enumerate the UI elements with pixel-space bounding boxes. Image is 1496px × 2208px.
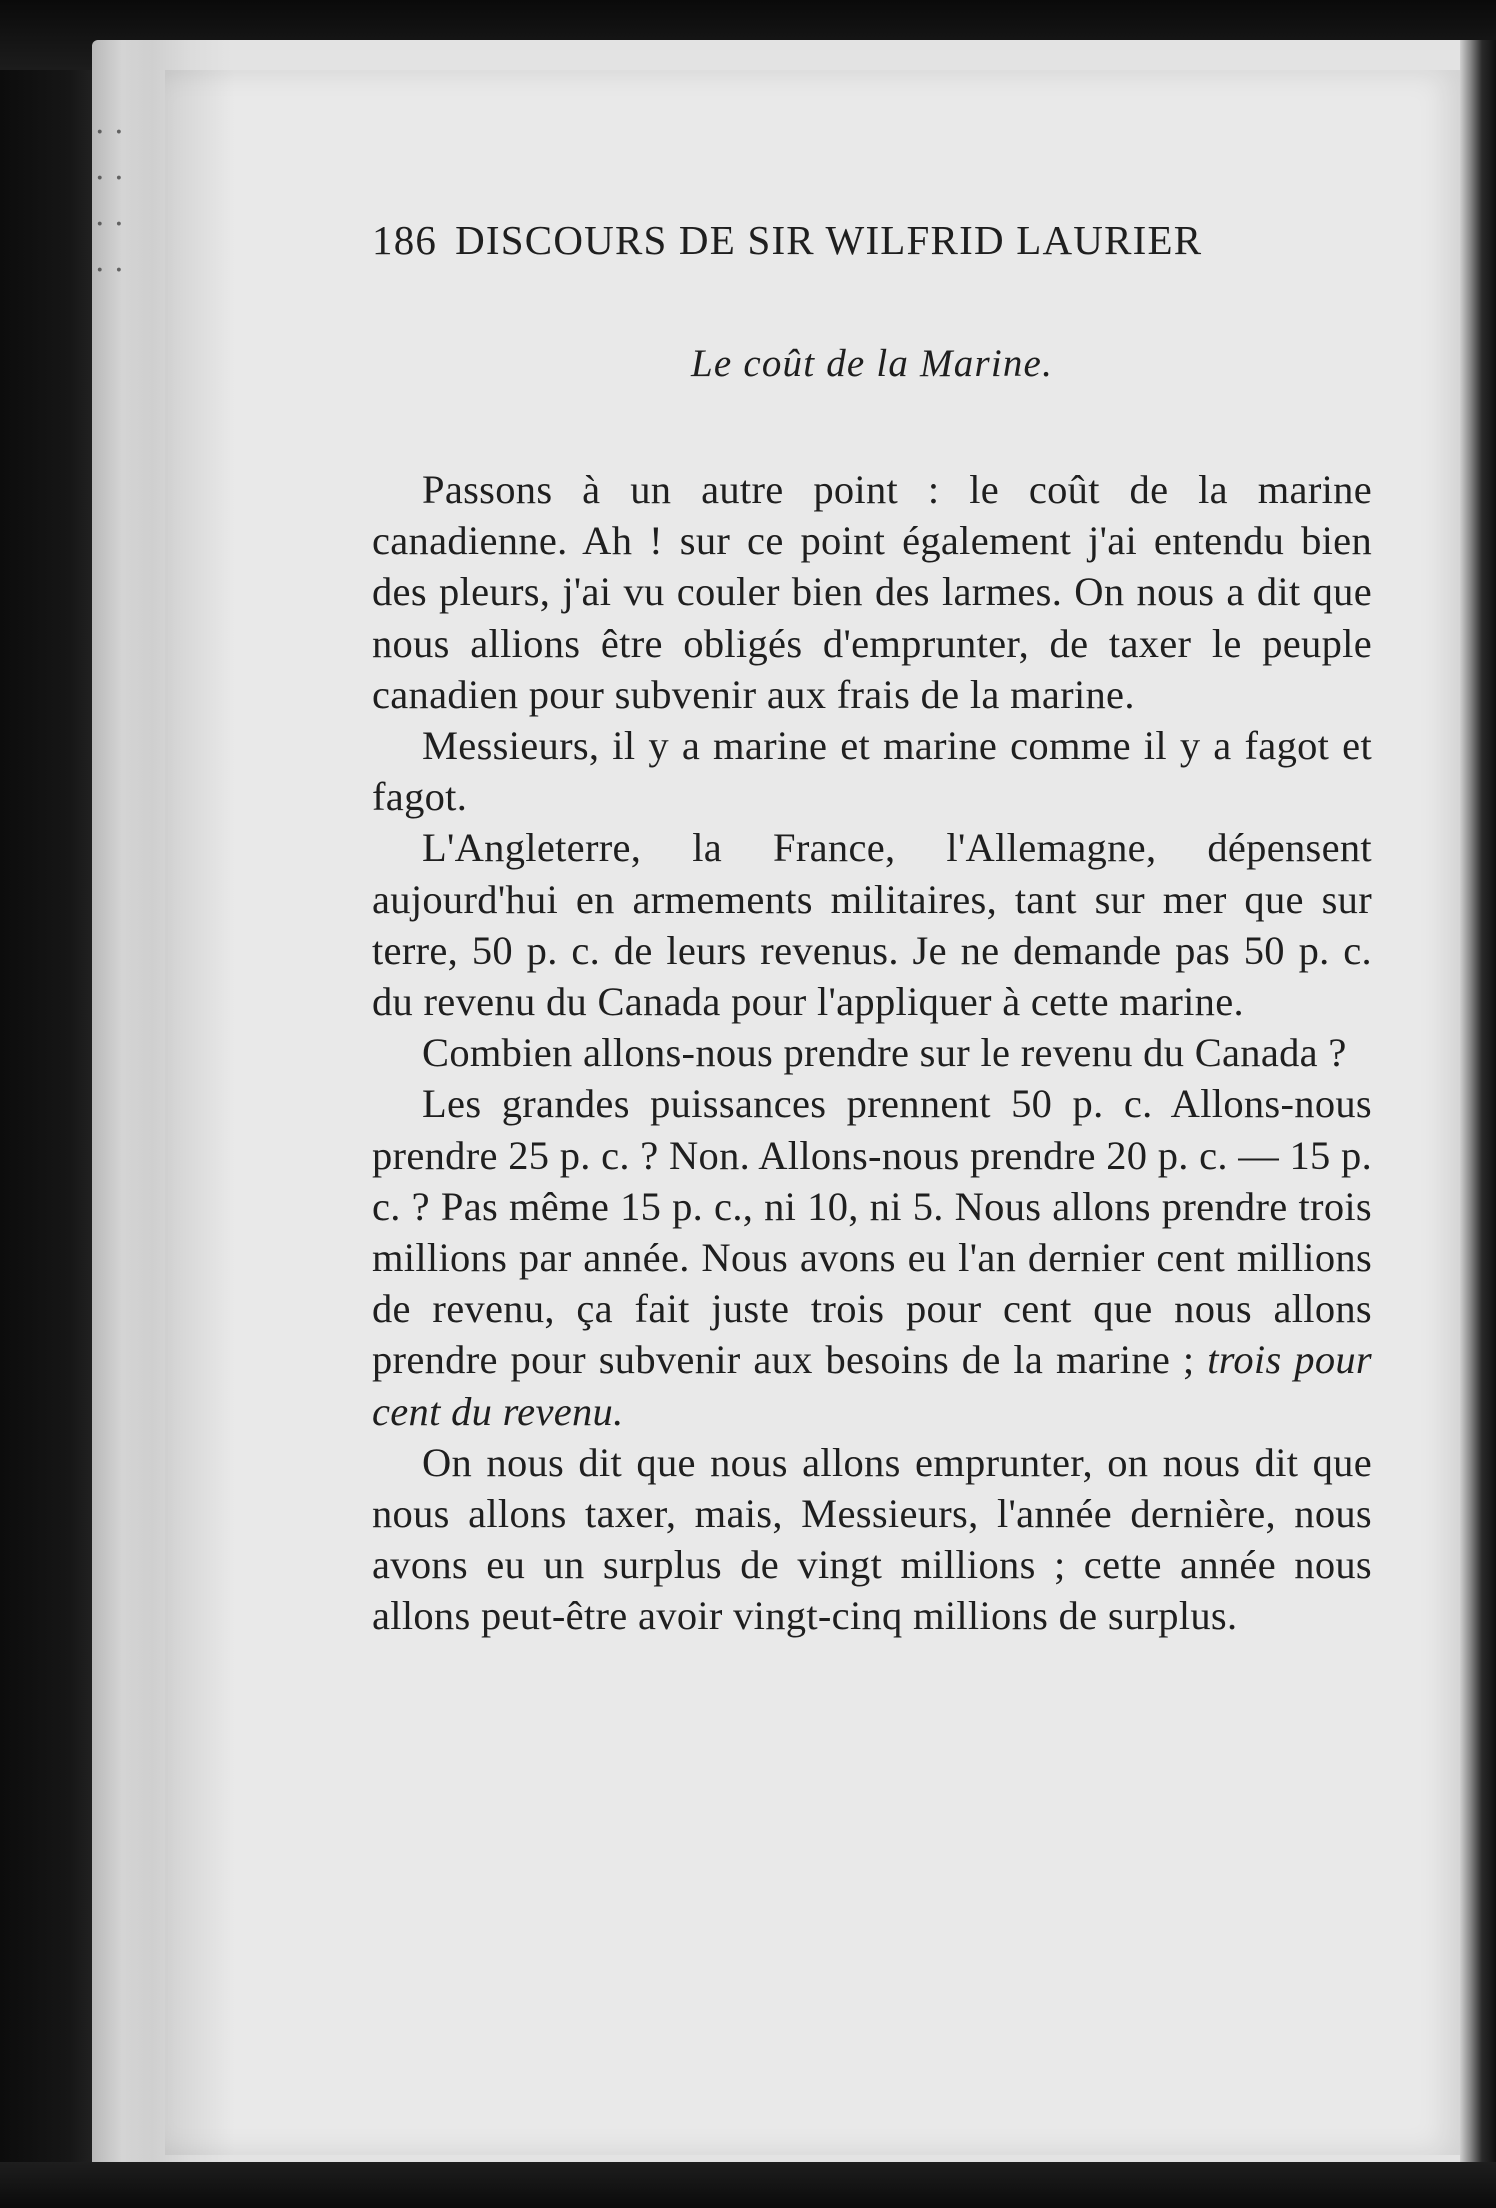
paragraph-3: L'Angleterre, la France, l'Allemagne, dépensent aujourd'hui en armements militaires, tant sur mer que sur terre, 50 p. c. de leurs revenus. Je ne demande pas 50 p. c. du revenu du Canada pour l'appliquer à cette marine. bbox=[372, 825, 1372, 1025]
paragraph-4: Combien allons-nous prendre sur le revenu du Canada ? bbox=[422, 1030, 1347, 1076]
paragraph-1: Passons à un autre point : le coût de la marine canadienne. Ah ! sur ce point également j'ai entendu bien des pleurs, j'ai vu couler bien des larmes. On nous a dit que nous allions être obligés d'emprunter, de taxer le peuple canadien pour subvenir aux frais de la marine. bbox=[372, 467, 1372, 717]
running-head bbox=[372, 210, 1372, 270]
paragraph-5-text: Les grandes puissances prennent 50 p. c. Allons-nous prendre 25 p. c. ? Non. Allons-nous prendre 20 p. c. — 15 p. c. ? Pas même 15 p. c., ni 10, ni 5. Nous allons prendre trois millions par année. Nous avons eu l'an dernier cent millions de revenu, ça fait juste trois pour cent que nous allons prendre pour subvenir aux besoins de la marine ; bbox=[372, 1081, 1372, 1383]
section-title: Le coût de la Marine. bbox=[690, 342, 1054, 385]
page-number: 186 bbox=[372, 217, 438, 263]
paragraph-5-italic: trois pour cent du revenu. bbox=[372, 1337, 1372, 1434]
margin-marks: · · · · · · · · bbox=[95, 115, 124, 288]
running-head-title: DISCOURS DE SIR WILFRID LAURIER bbox=[455, 217, 1203, 263]
paragraph-5 bbox=[372, 1078, 1372, 1436]
paragraph-2: Messieurs, il y a marine et marine comme il y a fagot et fagot. bbox=[372, 723, 1372, 820]
scan-right-border bbox=[1460, 40, 1496, 2208]
page-text-block bbox=[372, 210, 1372, 1642]
paragraph-6: On nous dit que nous allons emprunter, on nous dit que nous allons taxer, mais, Messieurs, l'année dernière, nous avons eu un surplus de vingt millions ; cette année nous allons peut-être avoir vingt-cinq millions de surplus. bbox=[372, 1439, 1372, 1639]
scan-bottom-border bbox=[0, 2162, 1496, 2208]
